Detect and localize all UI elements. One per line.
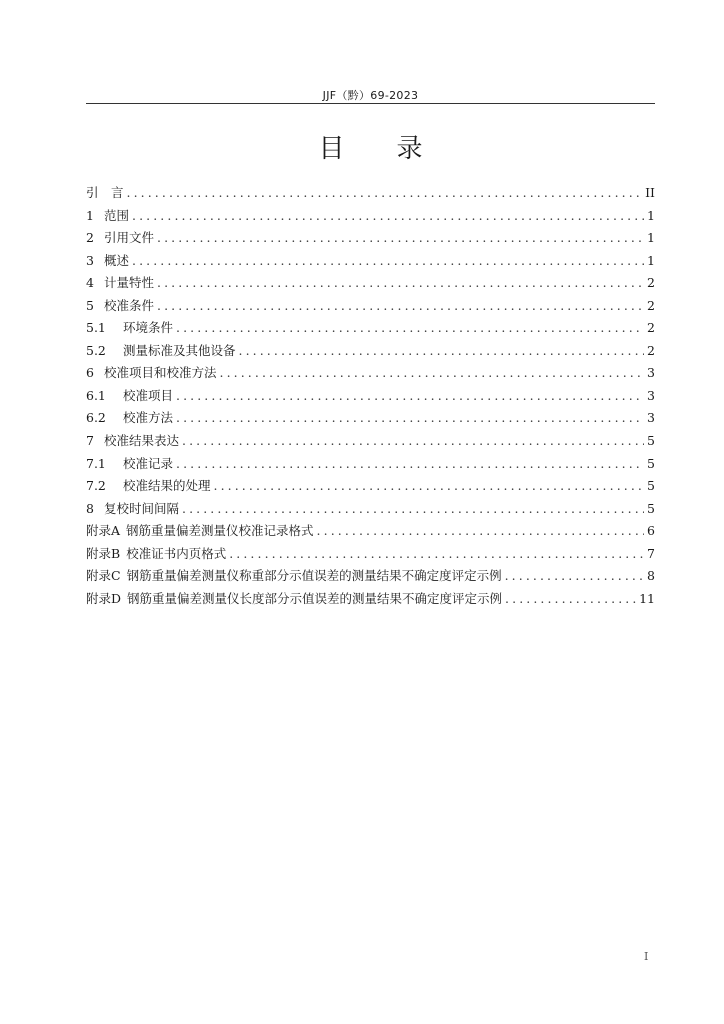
toc-entry[interactable]: [86, 521, 655, 544]
toc-entry-heading: [86, 566, 502, 584]
toc-entry-number: 附录B: [86, 545, 121, 561]
toc-entry-number: 附录D: [86, 590, 122, 606]
toc-entry[interactable]: [86, 296, 655, 319]
toc-entry-label: 钢筋重量偏差测量仪校准记录格式: [126, 523, 314, 539]
toc-entry-page: 2: [647, 275, 655, 291]
toc-entry-label: 校准结果的处理: [123, 478, 211, 494]
toc-entry-page: 5: [647, 500, 655, 516]
toc-entry-page: II: [645, 185, 655, 200]
toc-entry[interactable]: [86, 589, 655, 612]
toc-entry[interactable]: [86, 228, 655, 251]
toc-entry-number: 3: [86, 252, 94, 268]
toc-entry-label: 计量特性: [104, 275, 155, 291]
toc-entry-page: 2: [647, 342, 655, 358]
toc-entry[interactable]: [86, 273, 655, 296]
toc-dot-leader: [176, 456, 644, 471]
toc-dot-leader: [176, 388, 644, 403]
toc-entry-label: 复校时间间隔: [104, 500, 180, 516]
toc-entry[interactable]: [86, 454, 655, 477]
document-code-header: JJF（黔）69-2023: [322, 89, 419, 102]
toc-entry[interactable]: [86, 499, 655, 522]
toc-entry-heading: [86, 454, 173, 472]
toc-entry-heading: [86, 386, 173, 404]
toc-entry-label: 校准条件: [104, 297, 155, 313]
toc-entry-page: 2: [647, 320, 655, 336]
toc-entry-label: 校准证书内页格式: [126, 545, 227, 561]
toc-entry-heading: [86, 408, 173, 426]
toc-entry-label: 引用文件: [104, 230, 155, 246]
toc-entry-page: 1: [647, 252, 655, 268]
toc-dot-leader: [157, 230, 644, 245]
toc-entry-label: 校准方法: [123, 410, 174, 426]
toc-entry[interactable]: [86, 386, 655, 409]
toc-entry[interactable]: [86, 431, 655, 454]
toc-entry-number: 5.1: [86, 320, 106, 336]
toc-entry-heading: [86, 499, 179, 517]
toc-dot-leader: [127, 185, 643, 200]
toc-entry-page: 8: [647, 568, 655, 584]
toc-entry-heading: [86, 318, 173, 336]
table-of-contents: [86, 183, 655, 611]
toc-entry-page: 3: [647, 410, 655, 426]
toc-entry-label: 校准项目: [123, 387, 174, 403]
toc-dot-leader: [157, 298, 644, 313]
toc-entry-number: 4: [86, 275, 94, 291]
toc-entry-heading: [86, 296, 154, 314]
toc-entry[interactable]: [86, 363, 655, 386]
toc-entry-heading: [86, 273, 154, 291]
toc-entry-number: 5.2: [86, 342, 106, 358]
toc-dot-leader: [239, 343, 644, 358]
toc-dot-leader: [132, 208, 644, 223]
toc-entry-number: 2: [86, 230, 94, 246]
toc-entry[interactable]: [86, 206, 655, 229]
toc-entry-heading: [86, 521, 314, 539]
page-number: I: [644, 950, 649, 963]
toc-entry[interactable]: [86, 183, 655, 206]
toc-entry-number: 1: [86, 207, 94, 223]
toc-entry-label: 钢筋重量偏差测量仪称重部分示值误差的测量结果不确定度评定示例: [126, 568, 502, 584]
toc-dot-leader: [176, 320, 644, 335]
toc-entry-heading: [86, 183, 124, 201]
header-rule: [86, 103, 655, 104]
toc-entry-label: 引 言: [86, 185, 124, 200]
toc-entry-number: 5: [86, 297, 94, 313]
toc-dot-leader: [182, 501, 644, 516]
toc-entry[interactable]: [86, 408, 655, 431]
toc-entry-number: 7.1: [86, 455, 106, 471]
toc-entry[interactable]: [86, 476, 655, 499]
toc-dot-leader: [176, 410, 644, 425]
toc-entry-page: 7: [647, 545, 655, 561]
toc-entry-number: 8: [86, 500, 94, 516]
toc-dot-leader: [132, 253, 644, 268]
toc-entry-label: 钢筋重量偏差测量仪长度部分示值误差的测量结果不确定度评定示例: [127, 590, 503, 606]
toc-entry-label: 范围: [104, 207, 130, 223]
toc-entry-page: 1: [647, 230, 655, 246]
toc-entry-heading: [86, 589, 502, 607]
toc-entry-page: 3: [647, 387, 655, 403]
toc-entry-number: 7: [86, 433, 94, 449]
toc-entry-heading: [86, 206, 129, 224]
toc-entry[interactable]: [86, 544, 655, 567]
toc-entry-page: 5: [647, 478, 655, 494]
toc-entry-heading: [86, 363, 217, 381]
toc-entry[interactable]: [86, 318, 655, 341]
toc-entry-heading: [86, 431, 179, 449]
toc-entry-heading: [86, 228, 154, 246]
toc-entry-page: 3: [647, 365, 655, 381]
toc-entry-heading: [86, 251, 129, 269]
toc-entry-page: 11: [639, 590, 655, 606]
toc-entry[interactable]: [86, 566, 655, 589]
toc-entry[interactable]: [86, 341, 655, 364]
toc-entry-page: 1: [647, 207, 655, 223]
toc-entry-label: 校准记录: [123, 455, 174, 471]
toc-dot-leader: [505, 591, 636, 606]
toc-entry-heading: [86, 341, 236, 359]
toc-entry-heading: [86, 544, 226, 562]
toc-entry-label: 测量标准及其他设备: [123, 342, 236, 358]
toc-dot-leader: [157, 275, 644, 290]
toc-entry-page: 5: [647, 433, 655, 449]
toc-entry-page: 2: [647, 297, 655, 313]
toc-entry-number: 附录A: [86, 523, 121, 539]
toc-entry-number: 附录C: [86, 568, 121, 584]
toc-entry-number: 7.2: [86, 478, 106, 494]
toc-dot-leader: [317, 523, 644, 538]
toc-entry[interactable]: [86, 251, 655, 274]
toc-entry-heading: [86, 476, 211, 494]
toc-entry-page: 5: [647, 455, 655, 471]
toc-entry-number: 6.2: [86, 410, 106, 426]
toc-entry-label: 环境条件: [123, 320, 174, 336]
toc-dot-leader: [220, 365, 644, 380]
toc-entry-label: 概述: [104, 252, 130, 268]
toc-entry-label: 校准项目和校准方法: [104, 365, 217, 381]
toc-dot-leader: [505, 568, 644, 583]
toc-entry-number: 6.1: [86, 387, 106, 403]
toc-entry-label: 校准结果表达: [104, 433, 180, 449]
page-title: 目录: [318, 134, 475, 164]
toc-entry-number: 6: [86, 365, 94, 381]
toc-entry-page: 6: [647, 523, 655, 539]
toc-dot-leader: [229, 546, 644, 561]
toc-dot-leader: [182, 433, 644, 448]
toc-dot-leader: [214, 478, 644, 493]
